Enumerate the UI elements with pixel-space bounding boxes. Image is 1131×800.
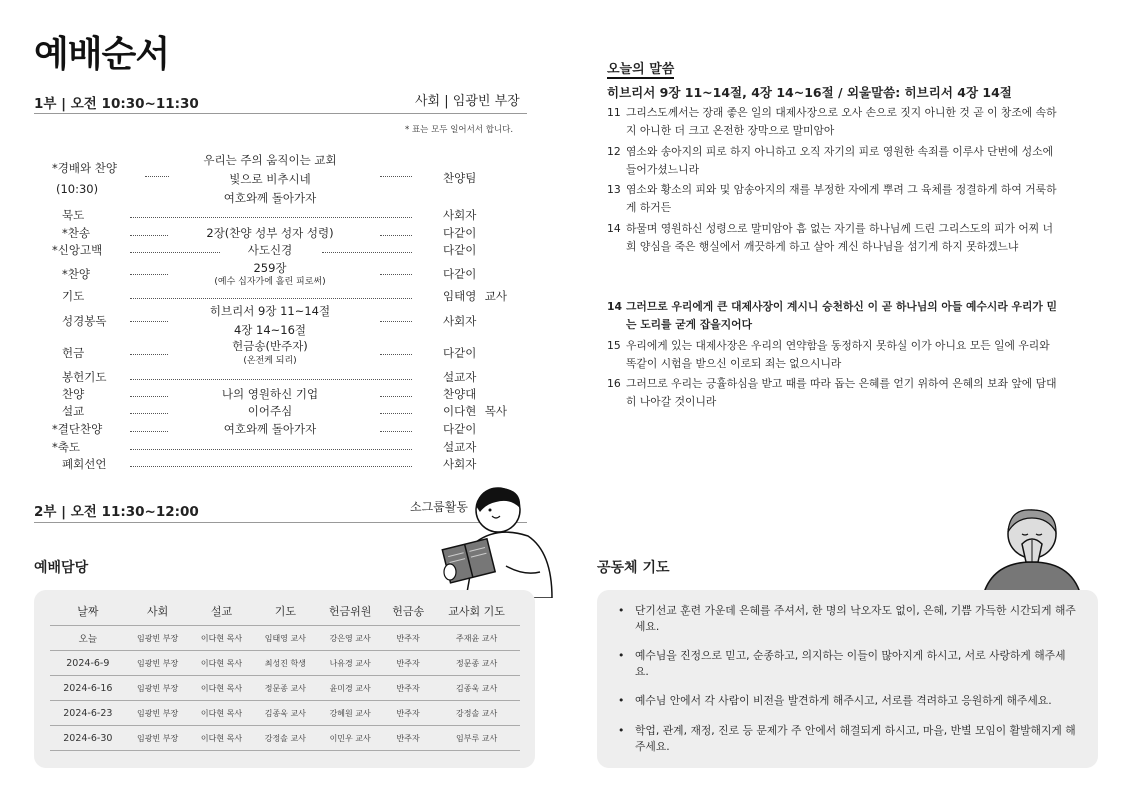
dot-leader [380, 321, 412, 322]
table-cell: 임광빈 부장 [126, 701, 190, 726]
table-cell: 임부루 교사 [433, 726, 520, 751]
table-cell: 임광빈 부장 [126, 626, 190, 651]
table-cell: 임태영 교사 [253, 626, 317, 651]
verse-number: 14 [607, 222, 621, 235]
dot-leader [130, 413, 168, 414]
order-label: *축도 [52, 440, 80, 454]
dot-leader [130, 431, 168, 432]
table-cell: 강혜원 교사 [317, 701, 383, 726]
table-cell: 강정솔 교사 [253, 726, 317, 751]
table-cell: 김종욱 교사 [253, 701, 317, 726]
order-content: 사도신경 [247, 243, 293, 257]
table-cell: 정문종 교사 [253, 676, 317, 701]
dot-leader [380, 354, 412, 355]
dot-leader [380, 396, 412, 397]
order-content: 이어주심 [247, 404, 293, 418]
verse-text: 그리스도께서는 장래 좋은 일의 대제사장으로 오사 손으로 짓지 아니한 것 곧 이 창조에 속하지 아니한 더 크고 온전한 장막으로 말미암아 [626, 106, 1057, 137]
table-cell: 최성진 학생 [253, 651, 317, 676]
verse [607, 337, 1062, 373]
duty-table [50, 597, 520, 751]
table-cell: 2024-6-23 [50, 701, 126, 726]
table-cell: 정문종 교사 [433, 651, 520, 676]
memory-verse [607, 298, 1062, 334]
dot-leader [380, 413, 412, 414]
order-label: *결단찬양 [52, 422, 103, 436]
order-content: 여호와께 돌아가자 [223, 191, 317, 205]
order-content: 2장(찬양 성부 성자 성령) [206, 226, 334, 240]
scripture-reference: 히브리서 9장 11~14절, 4장 14~16절 / 외울말씀: 히브리서 4장 14절 [607, 85, 1012, 100]
table-cell: 나유경 교사 [317, 651, 383, 676]
table-row [50, 726, 520, 751]
order-leader: 설교자 [443, 370, 477, 384]
order-content: 빛으로 비추시네 [229, 172, 311, 186]
order-label: *찬양 [62, 267, 90, 281]
prayer-text: 예수님을 진정으로 믿고, 순종하고, 의지하는 이들이 많아지게 하시고, 서로 사랑하게 해주세요. [635, 649, 1066, 678]
order-content: 나의 영원하신 기업 [221, 387, 319, 401]
table-cell: 이다현 목사 [190, 676, 254, 701]
dot-leader [130, 449, 412, 450]
table-cell: 2024-6-30 [50, 726, 126, 751]
prayer-text: 단기선교 훈련 가운데 은혜를 주셔서, 한 명의 낙오자도 없이, 은혜, 기쁨 가득한 시간되게 해주세요. [635, 604, 1076, 633]
table-header-row [50, 597, 520, 626]
order-label: 폐회선언 [62, 457, 107, 471]
order-content: 여호와께 돌아가자 [223, 422, 317, 436]
bullet: • [618, 604, 625, 617]
order-content: 4장 14~16절 [233, 323, 307, 337]
column-header: 설교 [210, 605, 233, 618]
dot-leader [130, 298, 412, 299]
table-cell: 이다현 목사 [190, 726, 254, 751]
table-cell: 이민우 교사 [317, 726, 383, 751]
table-cell: 임광빈 부장 [126, 651, 190, 676]
order-leader: 다같이 [443, 243, 477, 257]
dot-leader [130, 235, 168, 236]
table-cell: 반주자 [383, 726, 433, 751]
table-cell: 반주자 [383, 651, 433, 676]
order-leader: 다같이 [443, 226, 477, 240]
dot-leader [130, 379, 412, 380]
verse [607, 104, 1062, 140]
part1-label: 1부 | 오전 10:30~11:30 [34, 96, 199, 112]
page-title: 예배순서 [34, 34, 170, 75]
order-label: 설교 [62, 404, 85, 418]
prayer-text: 학업, 관계, 재정, 진로 등 문제가 주 안에서 해결되게 하시고, 마을, 반별 모임이 활발해지게 해주세요. [635, 724, 1076, 753]
reading-person-illustration [436, 482, 560, 598]
order-leader: 사회자 [443, 314, 477, 328]
prayer-item [618, 648, 1078, 680]
verse-text: 그러므로 우리는 긍휼하심을 받고 때를 따라 돕는 은혜를 얻기 위하여 은혜의 보좌 앞에 담대히 나아갈 것이니라 [626, 377, 1057, 408]
dot-leader [322, 252, 412, 253]
order-label: *경배와 찬양 [52, 161, 117, 175]
table-cell: 반주자 [383, 676, 433, 701]
prayer-item [618, 693, 1078, 709]
table-row [50, 626, 520, 651]
bullet: • [618, 649, 625, 662]
table-row [50, 676, 520, 701]
table-cell: 반주자 [383, 701, 433, 726]
order-leader: 사회자 [443, 457, 477, 471]
verse [607, 220, 1062, 256]
order-label: 성경봉독 [62, 314, 107, 328]
order-leader: 다같이 [443, 422, 477, 436]
order-leader: 다같이 [443, 267, 477, 281]
prayer-text: 예수님 안에서 각 사람이 비전을 발견하게 해주시고, 서로를 격려하고 응원하게 해주세요. [635, 694, 1052, 707]
dot-leader [130, 217, 412, 218]
column-header: 교사회 기도 [448, 605, 505, 618]
verse-text: 염소와 황소의 피와 및 암송아지의 재를 부정한 자에게 뿌려 그 육체를 정결하게 하여 거룩하게 하거든 [626, 183, 1057, 214]
table-cell: 임광빈 부장 [126, 676, 190, 701]
order-leader: 설교자 [443, 440, 477, 454]
table-cell: 오늘 [50, 626, 126, 651]
dot-leader [130, 354, 168, 355]
part2-label: 2부 | 오전 11:30~12:00 [34, 504, 199, 520]
order-leader: 이다현 목사 [443, 404, 507, 418]
table-cell: 이다현 목사 [190, 701, 254, 726]
verse-text: 우리에게 있는 대제사장은 우리의 연약함을 동정하지 못하실 이가 아니요 모든 일에 우리와 똑같이 시험을 받으신 이로되 죄는 없으시니라 [626, 339, 1050, 370]
verse-number: 14 [607, 300, 623, 313]
order-leader: 임태영 교사 [443, 289, 507, 303]
table-cell: 이다현 목사 [190, 651, 254, 676]
verse [607, 375, 1062, 411]
bullet: • [618, 724, 625, 737]
prayer-item [618, 603, 1078, 635]
verse-number: 13 [607, 183, 621, 196]
verse-text: 그러므로 우리에게 큰 대제사장이 계시니 승천하신 이 곧 하나님의 아들 예수시라 우리가 믿는 도리를 굳게 잡을지어다 [626, 300, 1058, 331]
table-cell: 이다현 목사 [190, 626, 254, 651]
table-row [50, 651, 520, 676]
table-cell: 주재윤 교사 [433, 626, 520, 651]
duty-title: 예배담당 [34, 560, 89, 576]
order-label: 기도 [62, 289, 85, 303]
column-header: 날짜 [77, 605, 99, 618]
column-header: 사회 [146, 605, 169, 618]
order-content: (예수 십자가에 흘린 피로써) [214, 277, 326, 287]
dot-leader [130, 252, 220, 253]
part2-activity: 소그룹활동 [410, 500, 468, 514]
dot-leader [380, 431, 412, 432]
part1-host: 사회 | 임광빈 부장 [415, 94, 520, 109]
column-header: 기도 [274, 605, 296, 618]
order-content: 259장 [253, 261, 287, 275]
dot-leader [380, 274, 412, 275]
verse-number: 15 [607, 339, 621, 352]
order-label: 묵도 [62, 208, 85, 222]
dot-leader [130, 274, 168, 275]
bullet: • [618, 694, 625, 707]
prayer-item [618, 723, 1078, 755]
table-cell: 2024-6-16 [50, 676, 126, 701]
order-leader: 사회자 [443, 208, 477, 222]
divider [34, 113, 527, 114]
standing-note: * 표는 모두 일어서서 합니다. [405, 125, 514, 135]
column-header: 헌금송 [392, 605, 425, 618]
verse [607, 181, 1062, 217]
order-label: 찬양 [62, 387, 85, 401]
verse-number: 12 [607, 145, 621, 158]
order-label: 헌금 [62, 346, 85, 360]
verse-text: 하물며 영원하신 성령으로 말미암아 흠 없는 자기를 하나님께 드린 그리스도의 피가 어찌 너희 양심을 죽은 행실에서 깨끗하게 하고 살아 계신 하나님을 섬기게 하지 못하겠느냐 [626, 222, 1054, 253]
table-cell: 임광빈 부장 [126, 726, 190, 751]
table-cell: 강정솔 교사 [433, 701, 520, 726]
table-row [50, 701, 520, 726]
verse-number: 16 [607, 377, 621, 390]
table-cell: 반주자 [383, 626, 433, 651]
dot-leader [145, 176, 169, 177]
dot-leader [380, 235, 412, 236]
order-content: (온전케 되리) [243, 356, 297, 366]
verse-number: 11 [607, 106, 621, 119]
order-label-sub: (10:30) [56, 182, 99, 196]
table-cell: 2024-6-9 [50, 651, 126, 676]
dot-leader [380, 176, 412, 177]
verse-text: 염소와 송아지의 피로 하지 아니하고 오직 자기의 피로 영원한 속죄를 이루사 단번에 성소에 들어가셨느니라 [626, 145, 1054, 176]
verse [607, 143, 1062, 179]
order-content: 히브리서 9장 11~14절 [209, 304, 331, 318]
dot-leader [130, 396, 168, 397]
table-cell: 김종욱 교사 [433, 676, 520, 701]
order-content: 우리는 주의 움직이는 교회 [203, 153, 337, 167]
prayer-title: 공동체 기도 [597, 560, 670, 576]
order-leader: 찬양대 [443, 387, 477, 401]
word-title: 오늘의 말씀 [607, 58, 674, 79]
table-cell: 윤미경 교사 [317, 676, 383, 701]
order-label: *신앙고백 [52, 243, 103, 257]
order-label: *찬송 [62, 226, 90, 240]
order-label: 봉헌기도 [62, 370, 107, 384]
table-cell: 강은영 교사 [317, 626, 383, 651]
dot-leader [130, 321, 168, 322]
order-leader: 다같이 [443, 346, 477, 360]
order-leader: 찬양팀 [443, 171, 477, 185]
dot-leader [130, 466, 412, 467]
order-content: 헌금송(반주자) [232, 339, 308, 353]
column-header: 헌금위원 [328, 605, 372, 618]
